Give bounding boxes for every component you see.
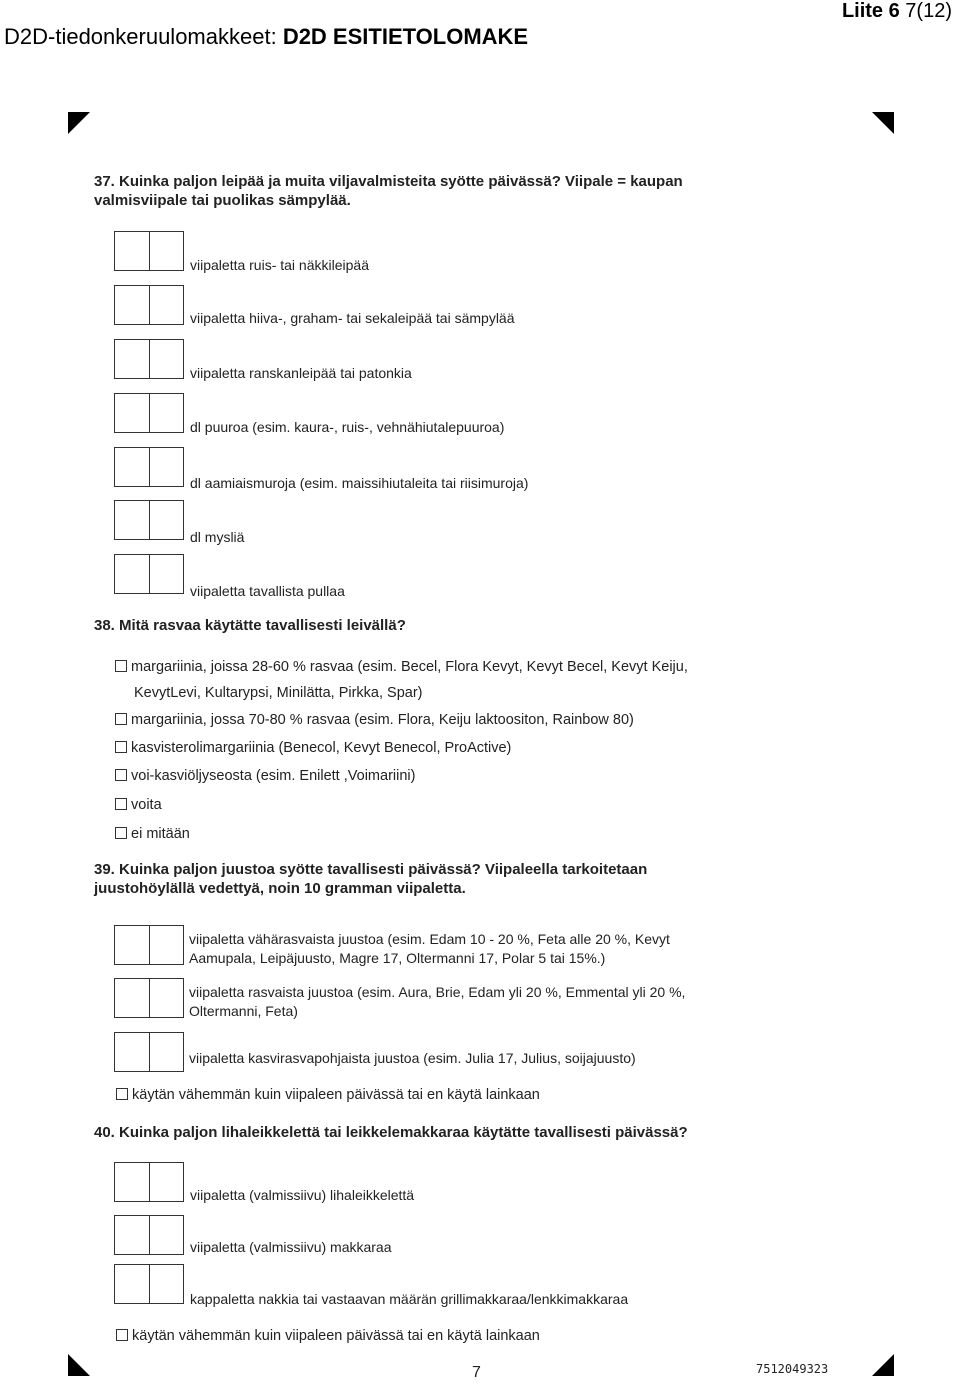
q39-less-option[interactable] <box>116 1086 540 1104</box>
q37-item-label: viipaletta tavallista pullaa <box>190 583 345 599</box>
registration-mark-bottom-right <box>872 1354 894 1376</box>
q38-option-2[interactable] <box>115 711 634 729</box>
q39-input-box-3[interactable] <box>114 1032 184 1072</box>
q37-input-box-6[interactable] <box>114 500 184 540</box>
q38-option-4[interactable] <box>115 767 415 785</box>
option-label: margariinia, jossa 70-80 % rasvaa (esim. Flora, Keiju laktoositon, Rainbow 80) <box>131 712 634 728</box>
q39-input-box-2[interactable] <box>114 978 184 1018</box>
appendix-label <box>842 0 952 23</box>
q39-title-line2: juustohöylällä vedettyä, noin 10 gramman viipaletta. <box>94 880 466 897</box>
checkbox[interactable] <box>115 741 127 753</box>
q39-input-box-1[interactable] <box>114 925 184 965</box>
q38-option-1[interactable] <box>115 658 688 676</box>
q40-item-label: viipaletta (valmissiivu) lihaleikkelettä <box>190 1187 415 1203</box>
q40-input-box-2[interactable] <box>114 1215 184 1255</box>
q37-item-label: dl puuroa (esim. kaura-, ruis-, vehnähiutalepuuroa) <box>190 419 505 435</box>
q39-item-label-1 <box>189 930 670 968</box>
q37-input-box-5[interactable] <box>114 447 184 487</box>
option-label: käytän vähemmän kuin viipaleen päivässä tai en käytä lainkaan <box>132 1328 540 1344</box>
q37-item-label: dl mysliä <box>190 529 245 545</box>
question-38-title: 38. Mitä rasvaa käytätte tavallisesti leivällä? <box>94 617 406 634</box>
registration-mark-bottom-left <box>68 1354 90 1376</box>
q40-item-label: viipaletta (valmissiivu) makkaraa <box>190 1239 392 1255</box>
q40-input-box-1[interactable] <box>114 1162 184 1202</box>
q38-option-6[interactable] <box>115 825 190 843</box>
q37-input-box-3[interactable] <box>114 339 184 379</box>
checkbox[interactable] <box>115 827 127 839</box>
q39-item-1-line1: viipaletta vähärasvaista juustoa (esim. Edam 10 - 20 %, Feta alle 20 %, Kevyt <box>189 931 670 947</box>
q39-item-2-line1: viipaletta rasvaista juustoa (esim. Aura, Brie, Edam yli 20 %, Emmental yli 20 %, <box>189 984 686 1000</box>
page-number: 7 <box>472 1364 481 1381</box>
q39-item-label-2 <box>189 983 685 1021</box>
question-39-title <box>94 860 647 898</box>
page-of: 7(12) <box>905 0 952 22</box>
q38-option-1-continued: KevytLevi, Kultarypsi, Minilätta, Pirkka, Spar) <box>134 685 423 701</box>
q38-option-3[interactable] <box>115 739 511 757</box>
appendix-name: Liite 6 <box>841 0 900 22</box>
option-label: ei mitään <box>131 826 190 842</box>
q39-item-label-3: viipaletta kasvirasvapohjaista juustoa (esim. Julia 17, Julius, soijajuusto) <box>189 1050 636 1066</box>
q39-title-line1: 39. Kuinka paljon juustoa syötte tavallisesti päivässä? Viipaleella tarkoitetaan <box>94 861 648 878</box>
q37-input-box-4[interactable] <box>114 393 184 433</box>
option-label: margariinia, joissa 28-60 % rasvaa (esim. Becel, Flora Kevyt, Kevyt Becel, Kevyt Keiju, <box>131 659 688 675</box>
checkbox[interactable] <box>116 1329 128 1341</box>
q40-input-box-3[interactable] <box>114 1264 184 1304</box>
checkbox[interactable] <box>115 713 127 725</box>
q37-input-box-1[interactable] <box>114 231 184 271</box>
checkbox[interactable] <box>116 1088 128 1100</box>
q40-item-label: kappaletta nakkia tai vastaavan määrän grillimakkaraa/lenkkimakkaraa <box>190 1291 629 1307</box>
header-prefix: D2D-tiedonkeruulomakkeet: <box>4 24 283 49</box>
q37-title-line2: valmisviipale tai puolikas sämpylää. <box>94 192 351 209</box>
document-header-title <box>4 24 528 50</box>
registration-mark-top-left <box>68 112 90 134</box>
question-37-title <box>94 172 683 210</box>
q37-item-label: viipaletta ranskanleipää tai patonkia <box>190 365 412 381</box>
q37-input-box-7[interactable] <box>114 554 184 594</box>
q37-item-label: viipaletta hiiva-, graham- tai sekaleipää tai sämpylää <box>190 310 515 326</box>
option-label: kasvisterolimargariinia (Benecol, Kevyt Benecol, ProActive) <box>131 740 512 756</box>
form-name: D2D ESITIETOLOMAKE <box>282 24 529 49</box>
checkbox[interactable] <box>115 798 127 810</box>
question-40-title: 40. Kuinka paljon lihaleikkelettä tai leikkelemakkaraa käytätte tavallisesti päivässä? <box>94 1124 688 1141</box>
option-label: voi-kasviöljyseosta (esim. Enilett ,Voimariini) <box>131 768 416 784</box>
q39-item-2-line2: Oltermanni, Feta) <box>189 1003 298 1019</box>
q37-item-label: dl aamiaismuroja (esim. maissihiutaleita tai riisimuroja) <box>190 475 529 491</box>
form-code: 7512049323 <box>756 1362 829 1376</box>
q40-less-option[interactable] <box>116 1327 540 1345</box>
q39-item-1-line2: Aamupala, Leipäjuusto, Magre 17, Oltermanni 17, Polar 5 tai 15%.) <box>189 950 606 966</box>
q37-item-label: viipaletta ruis- tai näkkileipää <box>190 257 369 273</box>
checkbox[interactable] <box>115 660 127 672</box>
registration-mark-top-right <box>872 112 894 134</box>
q37-input-box-2[interactable] <box>114 285 184 325</box>
option-label: käytän vähemmän kuin viipaleen päivässä tai en käytä lainkaan <box>132 1087 540 1103</box>
q37-title-line1: 37. Kuinka paljon leipää ja muita viljavalmisteita syötte päivässä? Viipale = kaupan <box>94 173 683 190</box>
option-label: voita <box>131 797 162 813</box>
q38-option-5[interactable] <box>115 796 162 814</box>
checkbox[interactable] <box>115 769 127 781</box>
